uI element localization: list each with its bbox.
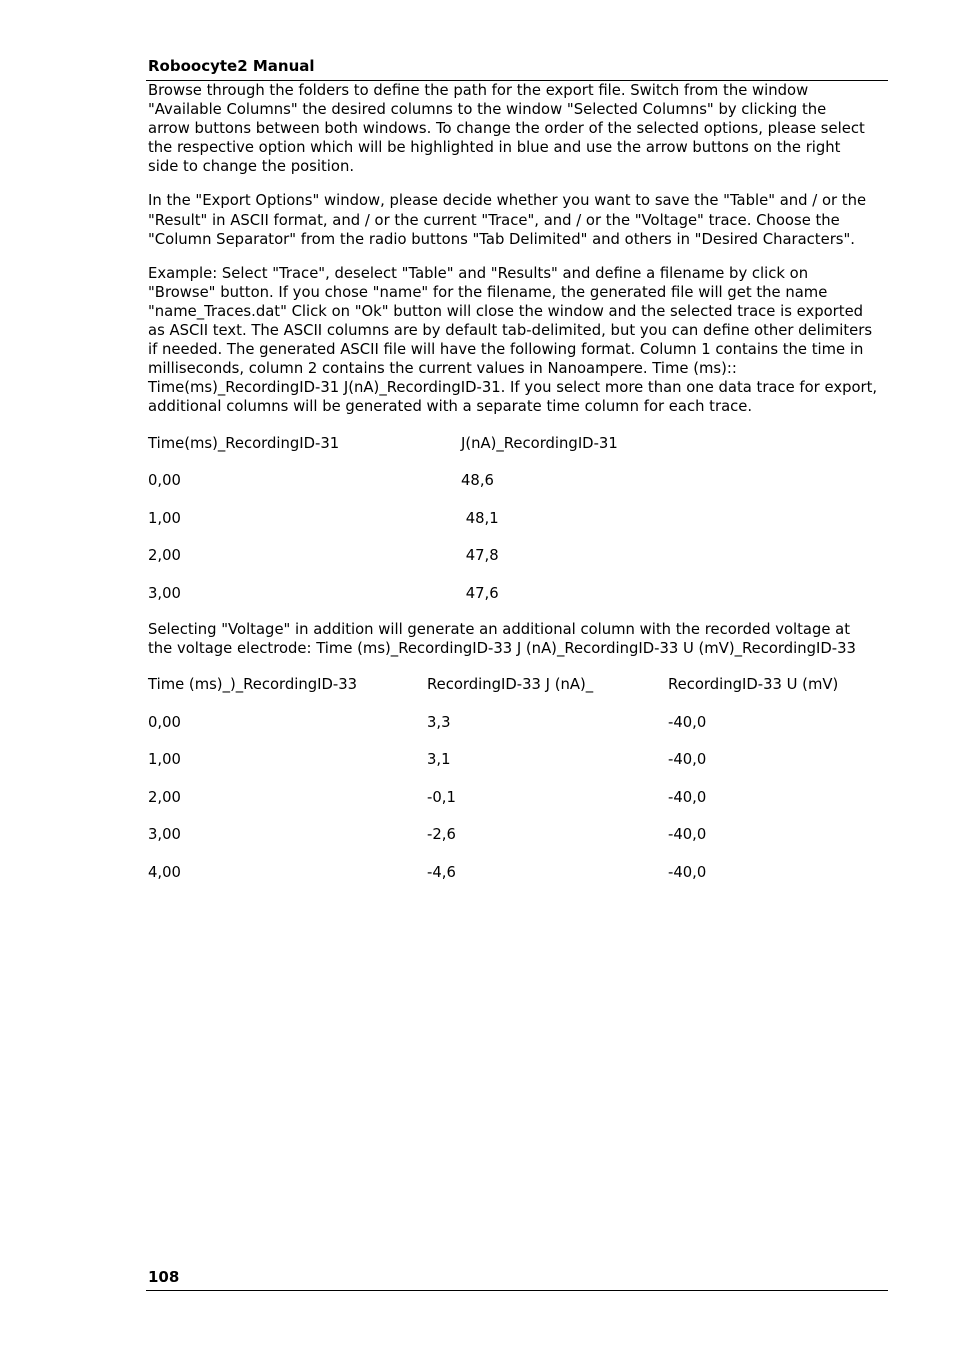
table-row [148,863,888,901]
table-header-cell: Time (ms)_)_RecordingID-33 [148,676,358,694]
table-row [148,584,888,620]
paragraph-browse-columns: Browse through the folders to define the path for the export file. Switch from the window "Available Columns" the desired columns to the window "Selected Columns" by clicking the arrow buttons between both windows. To change the order of the selected options, please select the respective option which will be highlighted in blue and use the arrow buttons on the right side to change the position. [148,82,865,176]
table-cell: -40,0 [668,751,707,769]
table-cell: -40,0 [668,713,707,731]
paragraph-export-options: In the "Export Options" window, please decide whether you want to save the "Table" and / or the "Result" in ASCII format, and / or the current "Trace", and / or the "Voltage" trace. Choose the "Column Separator" from the radio buttons "Tab Delimited" and others in "Desired Characters". [148,192,867,248]
paragraph-example: Example: Select "Trace", deselect "Table" and "Results" and define a filename by click on "Browse" button. If you chose "name" for the filename, the generated file will get the name "name_Traces.dat" Click on "Ok" button will close the window and the selected trace is exported as ASCII text. The ASCII columns are by default tab-delimited, but you can define other delimiters if needed. The generated ASCII file will have the following format. Column 1 contains the time in milliseconds, column 2 contains the current values in Nanoampere. Time (ms):: Time(ms)_RecordingID-31 J(nA)_RecordingID-31. If you select more than one data trace for export, additional columns will be generated with a separate time column for each trace. [148,264,878,416]
table-cell: -40,0 [668,826,707,844]
table-cell: 3,3 [427,713,451,731]
table-cell: 1,00 [148,751,181,769]
table-header-cell: J(nA)_RecordingID-31 [461,434,618,452]
trace-format-table [148,434,888,620]
table-cell: 48,6 [461,472,494,490]
table-cell: 2,00 [148,788,181,806]
table-cell: 48,1 [461,509,499,527]
table-row [148,675,888,713]
table-cell: -40,0 [668,788,707,806]
table-cell: -2,6 [427,826,456,844]
table-cell: -0,1 [427,788,456,806]
table-cell: 0,00 [148,472,181,490]
table-cell: 3,00 [148,584,181,602]
table-cell: 1,00 [148,509,181,527]
page-body [148,81,888,901]
table-cell: 2,00 [148,547,181,565]
table-header-cell: RecordingID-33 J (nA)_ [427,676,594,694]
table-row [148,546,888,584]
table-cell: 4,00 [148,864,181,882]
table-header-cell: RecordingID-33 U (mV) [668,676,839,694]
table-row [148,471,888,509]
table-cell: 47,6 [461,584,499,602]
table-header-cell: Time(ms)_RecordingID-31 [148,434,340,452]
table-cell: 0,00 [148,713,181,731]
table-row [148,713,888,751]
running-header-title: Roboocyte2 Manual [148,57,315,75]
voltage-format-table [148,675,888,901]
table-cell: -4,6 [427,864,456,882]
table-cell: -40,0 [668,864,707,882]
table-row [148,509,888,547]
table-cell: 47,8 [461,547,499,565]
table-row [148,434,888,472]
table-row [148,825,888,863]
table-row [148,750,888,788]
table-cell: 3,00 [148,826,181,844]
paragraph-voltage: Selecting "Voltage" in addition will generate an additional column with the recorded voltage at the voltage electrode: Time (ms)_RecordingID-33 J (nA)_RecordingID-33 U (mV)_RecordingID-33 [148,620,856,657]
table-row [148,788,888,826]
table-cell: 3,1 [427,751,451,769]
page-number: 108 [148,1268,180,1286]
footer-rule [146,1290,888,1291]
